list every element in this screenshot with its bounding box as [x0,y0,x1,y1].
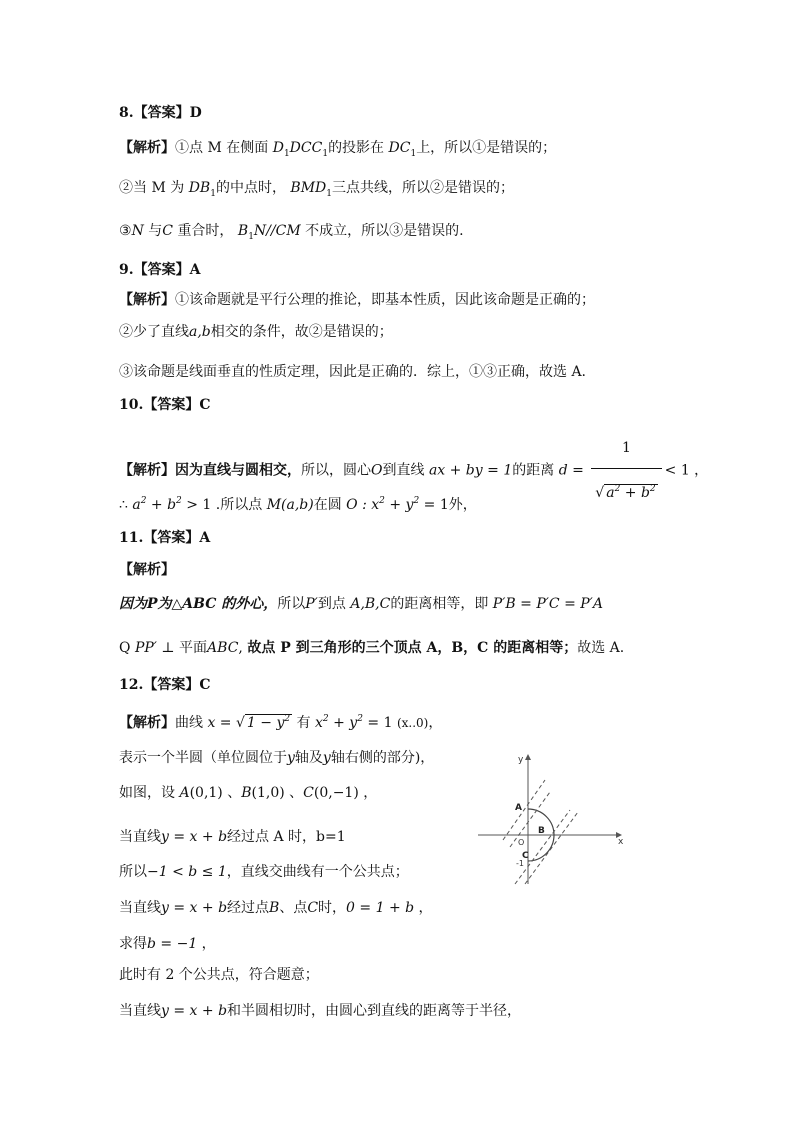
q12-line-1: 【解析】曲线 x = √ $1 - y^2$ 有 $x^2 + y^2 = 1$ (x..0)， [119,714,443,731]
q12-heading: 12.【答案】C [119,677,211,693]
q11-heading: 11.【答案】A [119,530,211,546]
q11-line-2: Q PP′ ⊥ 平面ABC, 故点 P 到三角形的三个顶点 A，B，C 的距离相等；故选 A. [119,640,625,656]
q12-line-7: 求得b = −1 ， [119,936,216,952]
point-a-label: A [515,803,522,813]
q12-line-6: 当直线y = x + b经过点B、点C时，0 = 1 + b ， [119,900,433,916]
q8-heading: 8.【答案】D [119,105,202,121]
tick-neg1-label: -1 [516,859,524,868]
q12-line-3: 如图，设 A(0,1) 、B(1,0) 、C(0,−1) ， [119,785,378,801]
line-through-b-c [515,810,570,884]
q8-line-1: 【解析】①点 M 在侧面 $D_1DCC_1$的投影在 $DC_1$上，所以①是错误的； [119,140,557,159]
line-through-a [510,792,550,847]
q8-line-3: ③N 与C 重合时， $B_1N//CM$ 不成立，所以③是错误的. [119,223,464,242]
q9-line-2: ②少了直线a,b相交的条件，故②是错误的； [119,324,393,340]
q9-heading: 9.【答案】A [119,262,201,278]
q12-line-8: 此时有 2 个公共点，符合题意； [119,967,319,983]
y-axis-label: y [518,755,524,765]
q11-line-1: 因为P为△ABC 的外心，所以P′到点 A,B,C的距离相等，即 P′B = P′C = P′A [119,596,603,612]
q10-line-2: ∴ $a^2 + b^2 > 1$ .所以点 M(a,b)在圆 O : $x^2 + y^2 = 1$外， [119,496,477,513]
distance-fraction: $\frac{1}{√ a^2 + b^2}$ [591,428,661,513]
q11-tag: 【解析】 [119,562,175,578]
point-b-label: B [538,826,545,836]
x-axis-label: x [618,837,624,847]
q12-line-9: 当直线y = x + b和半圆相切时，由圆心到直线的距离等于半径， [119,1003,522,1019]
origin-label: O [518,838,525,847]
q9-line-1: 【解析】①该命题就是平行公理的推论，即基本性质，因此该命题是正确的； [119,292,595,308]
q10-line-1: 【解析】因为直线与圆相交，所以，圆心O到直线 ax + by = 1的距离 d = $\frac{1}{√ a^2 + b^2}$ < 1 ， [119,428,708,513]
q12-line-2: 表示一个半圆（单位圆位于y轴及y轴右侧的部分)， [119,750,435,766]
q8-line-2: ②当 M 为 $DB_1$的中点时， $BMD_1$三点共线，所以②是错误的； [119,180,514,199]
q10-heading: 10.【答案】C [119,397,211,413]
semicircle-figure [470,752,630,892]
q12-line-4: 当直线y = x + b经过点 A 时，b=1 [119,829,346,845]
point-c-label: C [522,851,529,861]
y-axis-arrow [525,754,531,760]
q12-line-5: 所以−1 < b ≤ 1，直线交曲线有一个公共点； [119,864,409,880]
q9-line-3: ③该命题是线面垂直的性质定理，因此是正确的．综上，①③正确，故选 A. [119,364,587,380]
